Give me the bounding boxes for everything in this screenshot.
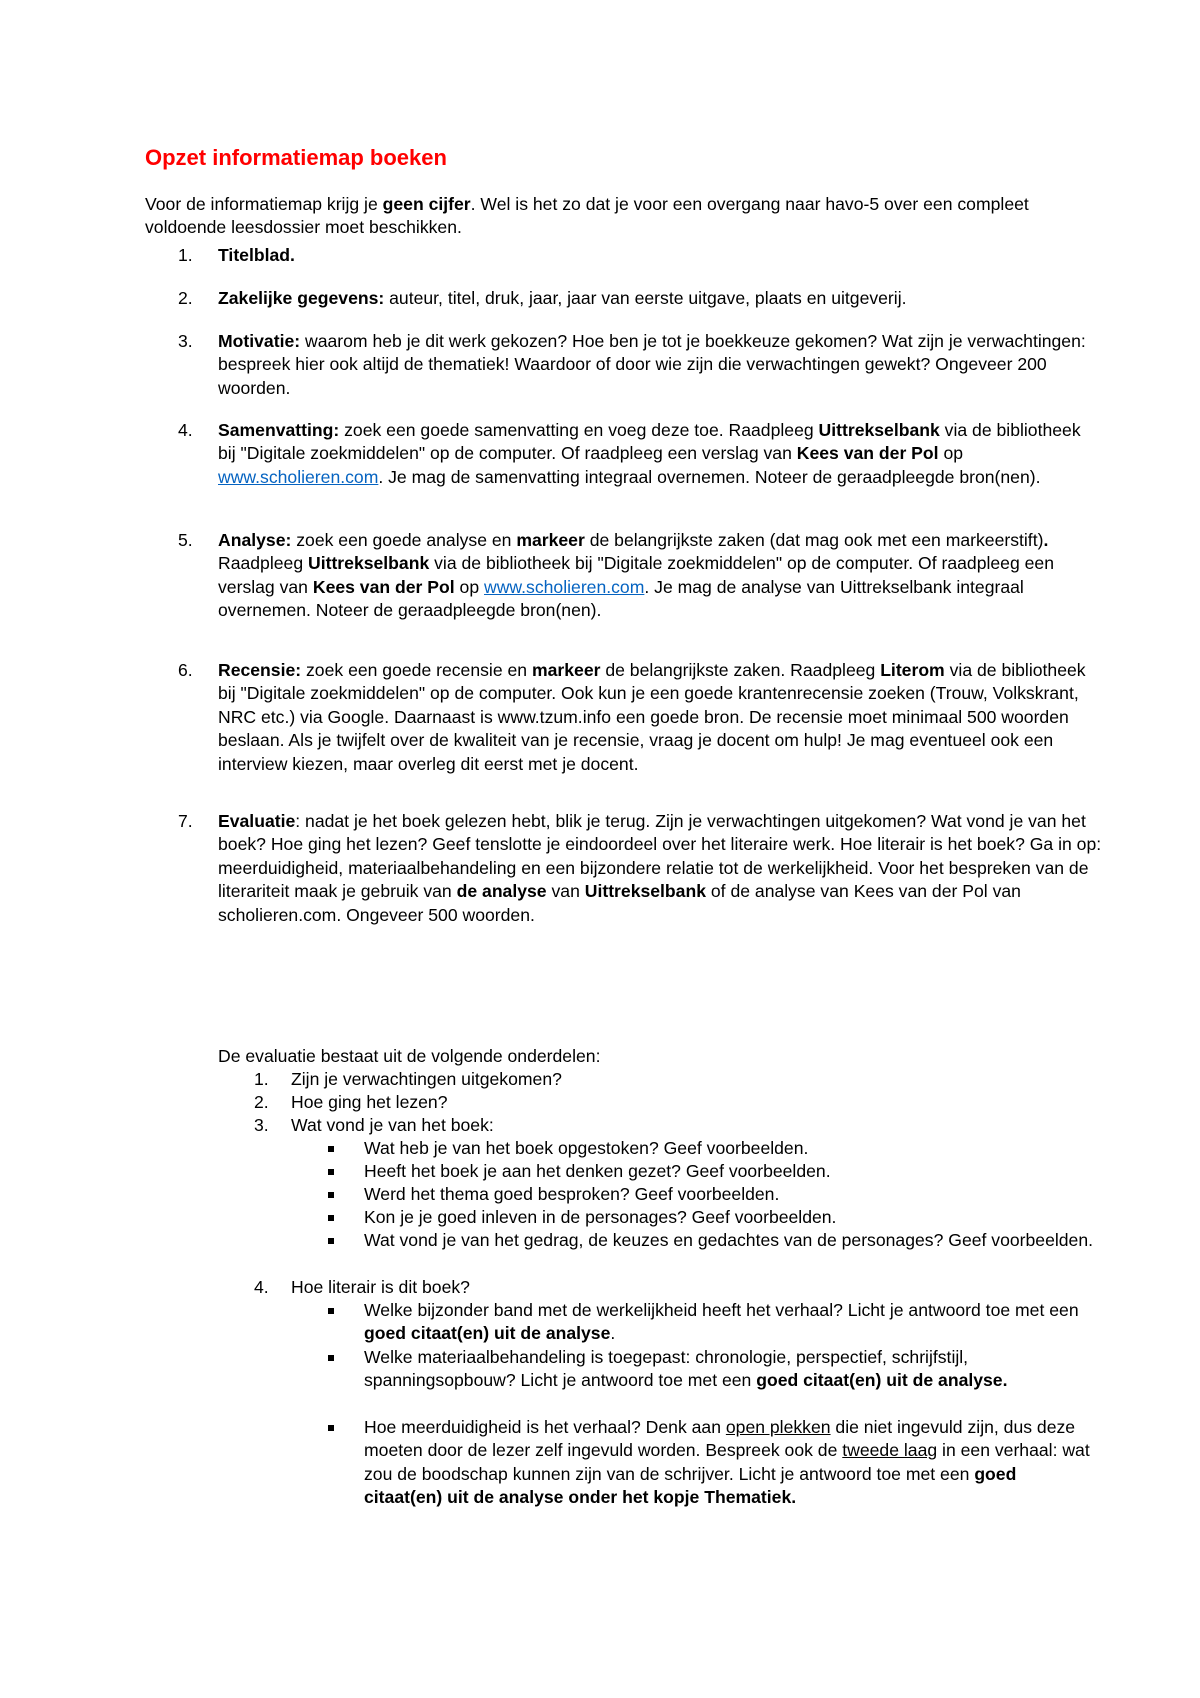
square-bullet-icon (328, 1308, 334, 1314)
text-run: Raadpleeg (218, 553, 308, 574)
text-run: auteur, titel, druk, jaar, jaar van eerste uitgave, plaats en uitgeverij. (384, 288, 907, 308)
bold-text: . (1043, 530, 1049, 550)
underlined-text: tweede laag (842, 1440, 938, 1461)
list-number: 6. (178, 660, 193, 680)
list-number: 2. (254, 1092, 269, 1112)
list-number: 4. (178, 420, 193, 440)
list-item-paragraph (218, 529, 1103, 623)
bold-text: Titelblad. (218, 245, 295, 265)
evaluation-intro: De evaluatie bestaat uit de volgende onderdelen: (218, 1046, 601, 1066)
scholieren-link[interactable]: www.scholieren.com (218, 466, 379, 487)
list-item-paragraph (218, 810, 1103, 927)
text-run: Welke bijzonder band met de werkelijkheid heeft het verhaal? Licht je antwoord toe met een (364, 1300, 1079, 1320)
list-item-text (218, 529, 1103, 623)
bullet-text (364, 1346, 1098, 1393)
text-run: . Wel is het zo dat je voor een overgang naar havo-5 over een compleet voldoende leesdossier moet beschikken. (145, 194, 1029, 238)
list-item-text (218, 330, 1103, 400)
text-run: die niet ingevuld zijn, dus deze moeten door de lezer zelf ingevuld worden. Bespreek ook de (364, 1417, 1076, 1461)
bold-text: Uittrekselbank (584, 881, 706, 902)
list-item-paragraph (218, 244, 1103, 267)
square-bullet-icon (328, 1169, 334, 1175)
text-run: Werd het thema goed besproken? Geef voorbeelden. (364, 1184, 780, 1204)
text-run: waarom heb je dit werk gekozen? Hoe ben je tot je boekkeuze gekomen? Wat zijn je verwachtingen: bespreek hier ook altijd de thematiek! Waardoor of door wie zijn die verwachtingen gewekt? Ongeveer 200 woorden. (218, 331, 1086, 398)
square-bullet-icon (328, 1215, 334, 1221)
bullet-text (364, 1416, 1098, 1510)
list-item-text (218, 419, 1103, 489)
list-item-paragraph (218, 419, 1103, 489)
text-run: Kon je je goed inleven in de personages? Geef voorbeelden. (364, 1207, 837, 1227)
bold-text: Motivatie: (218, 331, 301, 351)
bold-text: Samenvatting: (218, 420, 340, 440)
text-run: Welke materiaalbehandeling is toegepast: chronologie, perspectief, schrijfstijl, spanningsopbouw? Licht je antwoord toe met een (364, 1347, 969, 1391)
bold-text: Kees van der Pol (796, 443, 939, 464)
bold-text: Evaluatie (218, 811, 296, 831)
text-run: of de analyse van Kees van der Pol van scholieren.com. Ongeveer 500 woorden. (218, 881, 1021, 925)
list-item-paragraph (218, 330, 1103, 400)
list-number: 2. (178, 288, 193, 308)
text-run: Voor de informatiemap krijg je (145, 194, 383, 214)
bold-text: goed citaat(en) uit de analyse (364, 1323, 611, 1344)
text-run: zoek een goede samenvatting en voeg deze toe. Raadpleeg (339, 420, 819, 440)
text-run: Heeft het boek je aan het denken gezet? Geef voorbeelden. (364, 1161, 831, 1181)
text-run: op (454, 576, 485, 597)
bullet-text (364, 1299, 1098, 1346)
list-item-text (218, 287, 1103, 310)
underlined-text: open plekken (725, 1417, 831, 1437)
text-run: de belangrijkste zaken. Raadpleeg (600, 660, 881, 680)
evaluation-subitem-text: Wat vond je van het boek: (291, 1115, 494, 1135)
text-run: via de bibliotheek bij "Digitale zoekmiddelen" op de computer. Of raadpleeg een verslag van (218, 420, 1081, 464)
list-item-paragraph (218, 287, 1103, 310)
bold-text: Zakelijke gegevens: (218, 288, 385, 308)
scholieren-link[interactable]: www.scholieren.com (484, 576, 645, 597)
square-bullet-icon (328, 1425, 334, 1431)
list-number: 1. (254, 1069, 269, 1089)
list-number: 3. (254, 1115, 269, 1135)
text-run: Wat vond je van het gedrag, de keuzes en gedachtes van de personages? Geef voorbeelden. (364, 1230, 1094, 1250)
text-run: in een verhaal: wat zou de boodschap kunnen zijn van de schrijver. Licht je antwoord toe met een (364, 1440, 1090, 1484)
bold-text: Kees van der Pol (312, 576, 455, 597)
bullet-text (364, 1137, 1098, 1160)
square-bullet-icon (328, 1192, 334, 1198)
evaluation-subitem-text: Hoe literair is dit boek? (291, 1277, 470, 1297)
text-run: zoek een goede analyse en (291, 530, 517, 550)
bullet-text (364, 1160, 1098, 1183)
bold-text: Analyse: (218, 530, 292, 550)
list-item-paragraph (218, 659, 1103, 776)
bullet-text (364, 1183, 1098, 1206)
square-bullet-icon (328, 1355, 334, 1361)
text-run: op (938, 443, 964, 464)
square-bullet-icon (328, 1146, 334, 1152)
evaluation-subitem-text: Zijn je verwachtingen uitgekomen? (291, 1069, 562, 1089)
bold-text: geen cijfer (382, 194, 471, 214)
intro-paragraph (145, 193, 1105, 240)
bullet-text (364, 1206, 1098, 1229)
text-run: . (610, 1323, 616, 1344)
text-run: . Je mag de analyse van Uittrekselbank integraal overnemen. Noteer de geraadpleegde bron(nen). (218, 576, 1024, 621)
list-item-text (218, 810, 1103, 927)
bold-text: Uittrekselbank (308, 553, 430, 574)
list-number: 1. (178, 245, 193, 265)
bold-text: Recensie: (218, 660, 302, 680)
page-title: Opzet informatiemap boeken (145, 145, 447, 170)
bold-text: goed citaat(en) uit de analyse. (756, 1370, 1008, 1391)
list-number: 5. (178, 530, 193, 550)
bold-text: Uittrekselbank (818, 420, 940, 440)
list-number: 4. (254, 1277, 269, 1297)
square-bullet-icon (328, 1238, 334, 1244)
text-run: de belangrijkste zaken (dat mag ook met een markeerstift) (584, 530, 1044, 550)
list-item-text (218, 244, 1103, 267)
bold-text: Literom (880, 660, 945, 680)
text-run: Wat heb je van het boek opgestoken? Geef voorbeelden. (364, 1138, 809, 1158)
text-run: zoek een goede recensie en (301, 660, 532, 680)
text-run: via de bibliotheek bij "Digitale zoekmiddelen" op de computer. Ook kun je een goede krantenrecensie zoeken (Trouw, Volkskrant, NRC etc.) via Google. Daarnaast is www.tzum.info een goede bron. De recensie moet minimaal 500 woorden beslaan. Als je twijfelt over de kwaliteit van je recensie, vraag je docent om hulp! Je mag eventueel ook een interview kiezen, maar overleg dit eerst met je docent. (218, 660, 1086, 774)
bold-text: de analyse (456, 881, 547, 902)
text-run: Hoe meerduidigheid is het verhaal? Denk aan (364, 1417, 726, 1437)
text-run: : nadat je het boek gelezen hebt, blik je terug. Zijn je verwachtingen uitgekomen? Wat vond je van het boek? Hoe ging het lezen? Geef tenslotte je eindoordeel over het literaire werk. Hoe literair is het boek? Ga in op: meerduidigheid, materiaalbehandeling en een bijzondere relatie tot de werkelijkheid. Voor het bespreken van de literariteit maak je gebruik van (218, 811, 1102, 902)
evaluation-subitem-text: Hoe ging het lezen? (291, 1092, 448, 1112)
list-item-text (218, 659, 1103, 776)
text-run: via de bibliotheek bij "Digitale zoekmiddelen" op de computer. Of raadpleeg een verslag van (218, 553, 1054, 597)
text-run: van (546, 881, 585, 902)
bullet-text (364, 1229, 1098, 1252)
list-number: 7. (178, 811, 193, 831)
bold-text: markeer (516, 530, 585, 550)
list-number: 3. (178, 331, 193, 351)
text-run: . Je mag de samenvatting integraal overnemen. Noteer de geraadpleegde bron(nen). (378, 466, 1041, 487)
bold-text: goed citaat(en) uit de analyse onder het kopje Thematiek. (364, 1463, 1017, 1508)
bold-text: markeer (531, 660, 601, 680)
